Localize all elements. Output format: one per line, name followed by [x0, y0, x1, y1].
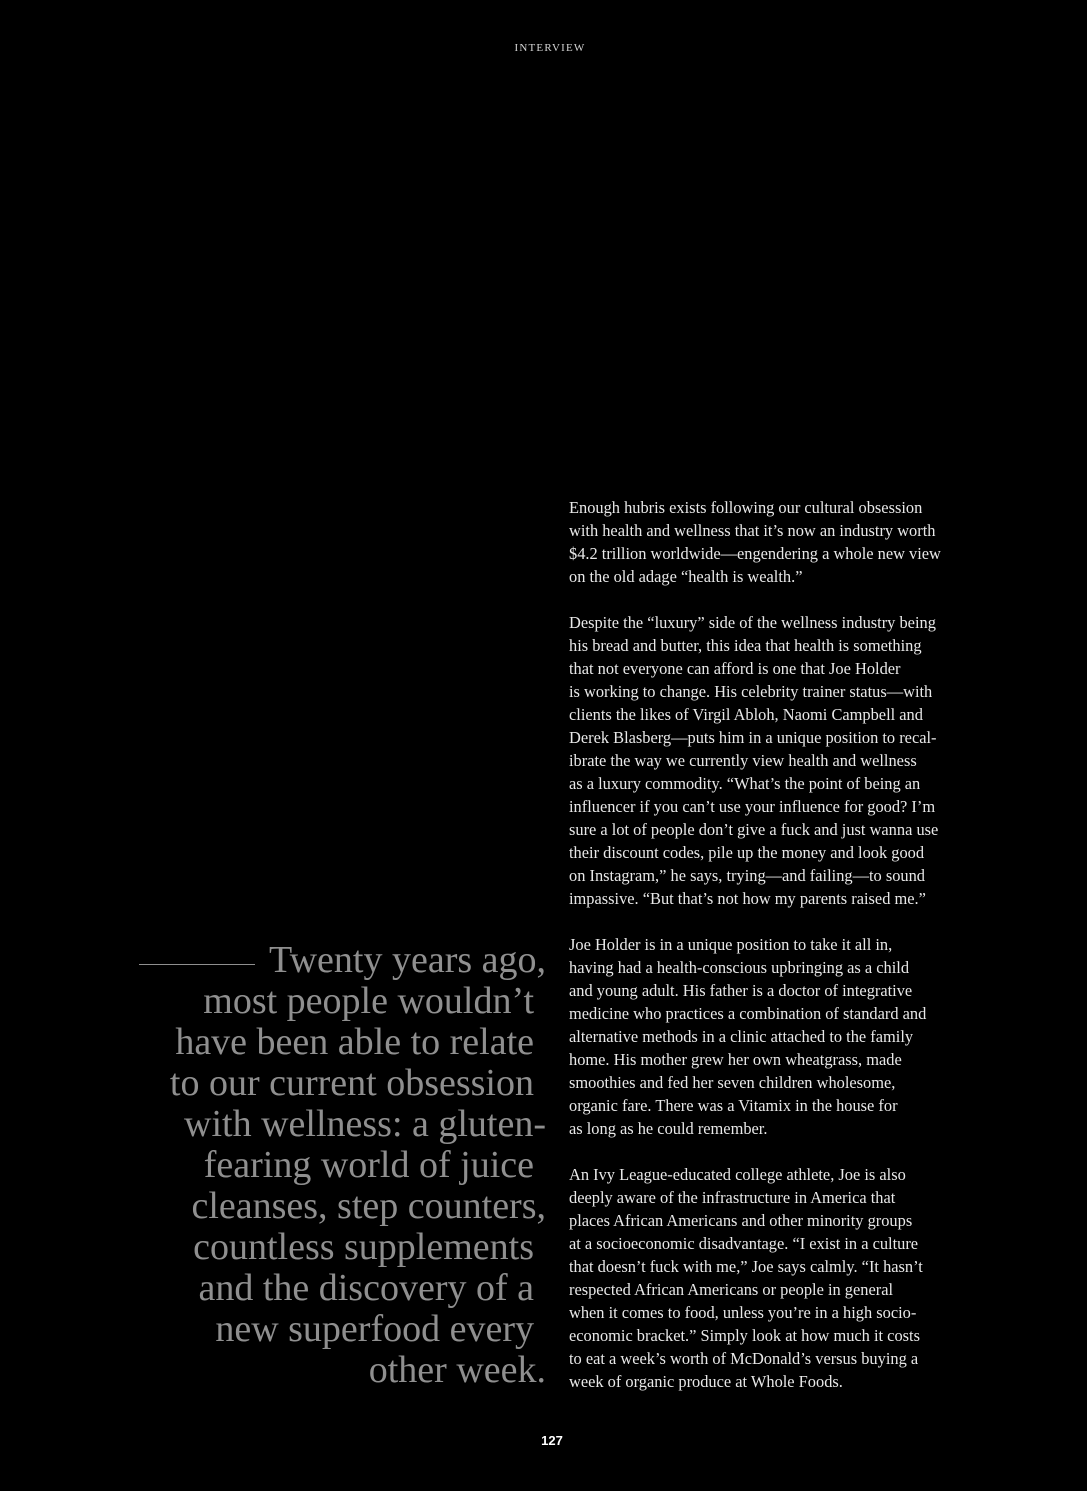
text-line: respected African Americans or people in general: [569, 1280, 894, 1299]
text-line: influencer if you can’t use your influence for good? I’m: [569, 797, 936, 816]
text-line: organic fare. There was a Vitamix in the house for: [569, 1096, 898, 1115]
pull-quote-line: new superfood every: [215, 1308, 534, 1350]
article-paragraph: [569, 496, 989, 588]
page-number: 127: [541, 1433, 563, 1448]
text-line: when it comes to food, unless you’re in a high socio-: [569, 1303, 917, 1322]
text-line: Derek Blasberg—puts him in a unique position to recal-: [569, 728, 937, 747]
text-line: Despite the “luxury” side of the wellness industry being: [569, 613, 936, 632]
pull-quote-line: to our current obsession: [169, 1062, 534, 1104]
article-paragraph: [569, 1163, 989, 1393]
pull-quote-line: countless supplements: [193, 1226, 534, 1268]
text-line: An Ivy League-educated college athlete, Joe is also: [569, 1165, 906, 1184]
text-line: medicine who practices a combination of standard and: [569, 1004, 927, 1023]
pull-quote-line: fearing world of juice: [203, 1144, 534, 1186]
text-line: as a luxury commodity. “What’s the point of being an: [569, 774, 921, 793]
pull-quote-line: with wellness: a gluten-: [184, 1103, 546, 1145]
text-line: with health and wellness that it’s now an industry worth: [569, 521, 936, 540]
text-line: on the old adage “health is wealth.”: [569, 567, 803, 586]
text-line: $4.2 trillion worldwide—engendering a whole new view: [569, 544, 941, 563]
text-line: week of organic produce at Whole Foods.: [569, 1372, 843, 1391]
pull-quote: [100, 940, 546, 1391]
text-line: alternative methods in a clinic attached to the family: [569, 1027, 914, 1046]
text-line: that not everyone can afford is one that Joe Holder: [569, 659, 901, 678]
text-line: ibrate the way we currently view health and wellness: [569, 751, 917, 770]
article-paragraph: [569, 611, 989, 910]
article-paragraph: [569, 933, 989, 1140]
text-line: smoothies and fed her seven children wholesome,: [569, 1073, 896, 1092]
pull-quote-rule: [139, 964, 255, 965]
text-line: places African Americans and other minority groups: [569, 1211, 913, 1230]
text-line: and young adult. His father is a doctor of integrative: [569, 981, 913, 1000]
article-body: [569, 496, 989, 1416]
text-line: economic bracket.” Simply look at how much it costs: [569, 1326, 920, 1345]
text-line: his bread and butter, this idea that health is something: [569, 636, 922, 655]
text-line: clients the likes of Virgil Abloh, Naomi Campbell and: [569, 705, 923, 724]
text-line: Enough hubris exists following our cultural obsession: [569, 498, 923, 517]
pull-quote-line-text: Twenty years ago,: [269, 939, 546, 981]
text-line: deeply aware of the infrastructure in America that: [569, 1188, 896, 1207]
section-label: INTERVIEW: [514, 42, 586, 54]
text-line: home. His mother grew her own wheatgrass, made: [569, 1050, 902, 1069]
pull-quote-line: most people wouldn’t: [203, 980, 534, 1022]
text-line: having had a health-conscious upbringing as a child: [569, 958, 910, 977]
text-line: at a socioeconomic disadvantage. “I exist in a culture: [569, 1234, 919, 1253]
pull-quote-line: other week.: [368, 1349, 546, 1391]
text-line: to eat a week’s worth of McDonald’s versus buying a: [569, 1349, 919, 1368]
pull-quote-line: and the discovery of a: [198, 1267, 534, 1309]
text-line: is working to change. His celebrity trainer status—with: [569, 682, 933, 701]
pull-quote-line: cleanses, step counters,: [191, 1185, 546, 1227]
pull-quote-line: [100, 940, 546, 981]
text-line: that doesn’t fuck with me,” Joe says calmly. “It hasn’t: [569, 1257, 923, 1276]
pull-quote-line: have been able to relate: [175, 1021, 534, 1063]
text-line: Joe Holder is in a unique position to take it all in,: [569, 935, 893, 954]
text-line: impassive. “But that’s not how my parents raised me.”: [569, 889, 926, 908]
text-line: on Instagram,” he says, trying—and failing—to sound: [569, 866, 925, 885]
text-line: as long as he could remember.: [569, 1119, 768, 1138]
text-line: their discount codes, pile up the money and look good: [569, 843, 925, 862]
text-line: sure a lot of people don’t give a fuck and just wanna use: [569, 820, 939, 839]
